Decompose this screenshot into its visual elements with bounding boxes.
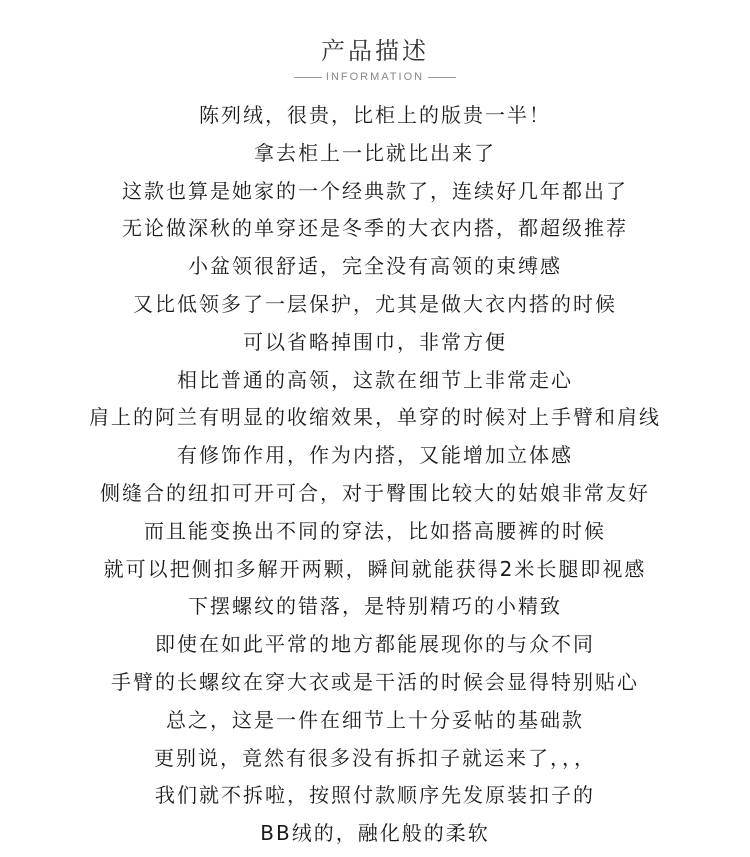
description-line: 相比普通的高领，这款在细节上非常走心 [177,367,573,392]
description-line: 这款也算是她家的一个经典款了，连续好几年都出了 [122,178,628,203]
description-line: 就可以把侧扣多解开两颗，瞬间就能获得2米长腿即视感 [103,556,647,581]
description-line: 有修饰作用，作为内搭，又能增加立体感 [177,443,573,468]
description-line: BB绒的，融化般的柔软 [260,821,490,846]
description-line: 可以省略掉围巾，非常方便 [243,329,507,354]
description-line: 小盆领很舒适，完全没有高领的束缚感 [188,254,562,279]
description-line: 即使在如此平常的地方都能展现你的与众不同 [155,632,595,657]
description-line: 手臂的长螺纹在穿大衣或是干活的时候会显得特别贴心 [111,669,639,694]
section-header [0,36,750,84]
subtitle-right-rule [428,77,456,78]
section-title: 产品描述 [321,37,429,65]
description-line: 我们就不拆啦，按照付款顺序先发原装扣子的 [155,783,595,808]
description-line: 下摆螺纹的错落，是特别精巧的小精致 [188,594,562,619]
description-line: 更别说，竟然有很多没有拆扣子就运来了，，， [154,745,596,770]
section-subtitle: INFORMATION [325,71,425,83]
description-lines [0,97,750,853]
description-line: 陈列绒，很贵，比柜上的版贵一半！ [199,103,551,127]
description-line: 肩上的阿兰有明显的收缩效果，单穿的时候对上手臂和肩线 [89,405,661,430]
description-line: 侧缝合的纽扣可开可合，对于臀围比较大的姑娘非常友好 [100,480,650,505]
description-line: 拿去柜上一比就比出来了 [254,140,496,165]
description-line: 又比低领多了一层保护，尤其是做大衣内搭的时候 [133,291,617,316]
section-subtitle-row [0,70,750,84]
description-line: 总之，这是一件在细节上十分妥帖的基础款 [166,707,584,732]
subtitle-left-rule [294,77,322,78]
description-line: 无论做深秋的单穿还是冬季的大衣内搭，都超级推荐 [122,216,628,241]
description-line: 而且能变换出不同的穿法，比如搭高腰裤的时候 [144,518,606,543]
